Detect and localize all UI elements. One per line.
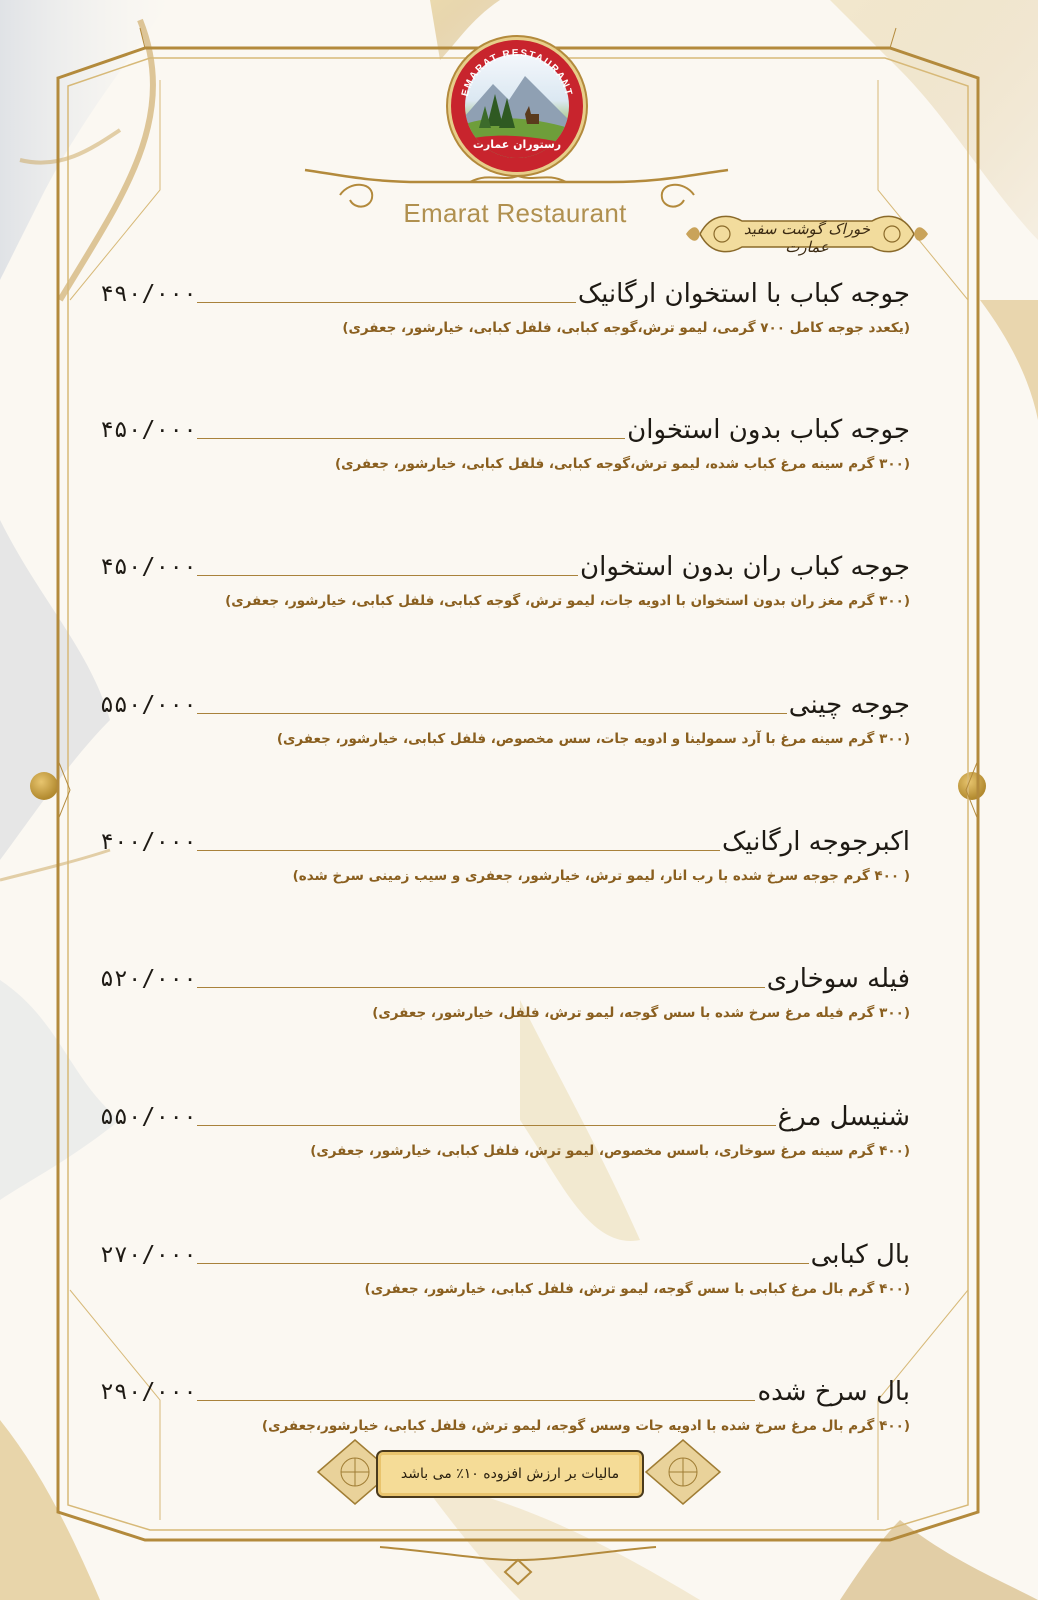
item-name: بال سرخ شده xyxy=(757,1377,910,1407)
leader-line xyxy=(197,1125,776,1126)
menu-item xyxy=(100,681,910,781)
leader-line xyxy=(197,302,576,303)
item-name: جوجه چینی xyxy=(788,690,910,720)
tax-note: مالیات بر ارزش افزوده ۱۰٪ می باشد xyxy=(400,1466,620,1482)
item-description: (۴۰۰ گرم بال مرغ سرخ شده با ادویه جات وسس گوجه، لیمو ترش، فلفل کبابی، خیارشور،جعفری) xyxy=(261,1418,910,1434)
logo-bottom-text: رستوران عمارت xyxy=(472,138,562,151)
svg-text:EMARAT RESTAURANT xyxy=(460,48,574,98)
item-description: (۳۰۰ گرم مغز ران بدون استخوان با ادویه جات، لیمو ترش، گوجه کبابی، فلفل کبابی، خیارشور، جعفری) xyxy=(225,593,910,609)
item-price: ۵۵۰/۰۰۰ xyxy=(100,1104,197,1130)
item-description: (۴۰۰ گرم سینه مرغ سوخاری، باسس مخصوص، لیمو ترش، فلفل کبابی، خیارشور، جعفری) xyxy=(310,1143,910,1159)
item-price: ۴۹۰/۰۰۰ xyxy=(100,281,197,307)
item-price: ۵۲۰/۰۰۰ xyxy=(100,966,197,992)
menu-item xyxy=(100,270,910,370)
leader-line xyxy=(197,575,578,576)
item-description: (۳۰۰ گرم سینه مرغ با آرد سمولینا و ادویه جات، سس مخصوص، فلفل کبابی، خیارشور، جعفری) xyxy=(276,731,910,747)
item-name: جوجه کباب با استخوان ارگانیک xyxy=(577,279,910,309)
menu-item xyxy=(100,1231,910,1331)
item-description: (۴۰۰ گرم بال مرغ کبابی با سس گوجه، لیمو ترش، فلفل کبابی، خیارشور، جعفری) xyxy=(364,1281,910,1297)
item-description: (یکعدد جوجه کامل ۷۰۰ گرمی، لیمو ترش،گوجه کبابی، فلفل کبابی، خیارشور، جعفری) xyxy=(342,320,910,336)
item-name: شنیسل مرغ xyxy=(777,1102,910,1132)
tax-note-box xyxy=(376,1450,644,1498)
item-name: اکبرجوجه ارگانیک xyxy=(721,827,910,857)
brand-name: Emarat Restaurant xyxy=(403,198,627,228)
item-name: جوجه کباب ران بدون استخوان xyxy=(580,552,910,582)
item-price: ۴۵۰/۰۰۰ xyxy=(100,554,197,580)
item-price: ۴۰۰/۰۰۰ xyxy=(100,829,197,855)
menu-item xyxy=(100,1093,910,1193)
item-price: ۲۹۰/۰۰۰ xyxy=(100,1379,197,1405)
menu-item xyxy=(100,818,910,918)
menu-item xyxy=(100,543,910,643)
leader-line xyxy=(197,713,787,714)
menu-item xyxy=(100,406,910,506)
item-description: (۳۰۰ گرم فیله مرغ سرخ شده با سس گوجه، لیمو ترش، فلفل، خیارشور، جعفری) xyxy=(372,1005,910,1021)
item-description: ( ۴۰۰ گرم جوجه سرخ شده با رب انار، لیمو ترش، خیارشور، جعفری و سیب زمینی سرخ شده) xyxy=(292,868,910,884)
item-name: جوجه کباب بدون استخوان xyxy=(627,415,910,445)
leader-line xyxy=(197,1400,756,1401)
section-title-badge xyxy=(682,205,932,263)
logo-ring-text: EMARAT RESTAURANT xyxy=(459,47,575,98)
leader-line xyxy=(197,438,625,439)
section-title: خوراک گوشت سفید عمارت xyxy=(743,220,871,256)
item-price: ۴۵۰/۰۰۰ xyxy=(100,417,197,443)
item-name: بال کبابی xyxy=(810,1240,910,1270)
item-price: ۵۵۰/۰۰۰ xyxy=(100,692,197,718)
menu-item xyxy=(100,955,910,1055)
item-description: (۳۰۰ گرم سینه مرغ کباب شده، لیمو ترش،گوجه کبابی، فلفل کبابی، خیارشور، جعفری) xyxy=(334,456,910,472)
leader-line xyxy=(197,1263,809,1264)
item-name: فیله سوخاری xyxy=(766,964,910,994)
restaurant-logo xyxy=(451,40,583,172)
leader-line xyxy=(197,987,765,988)
item-price: ۲۷۰/۰۰۰ xyxy=(100,1242,197,1268)
leader-line xyxy=(197,850,720,851)
